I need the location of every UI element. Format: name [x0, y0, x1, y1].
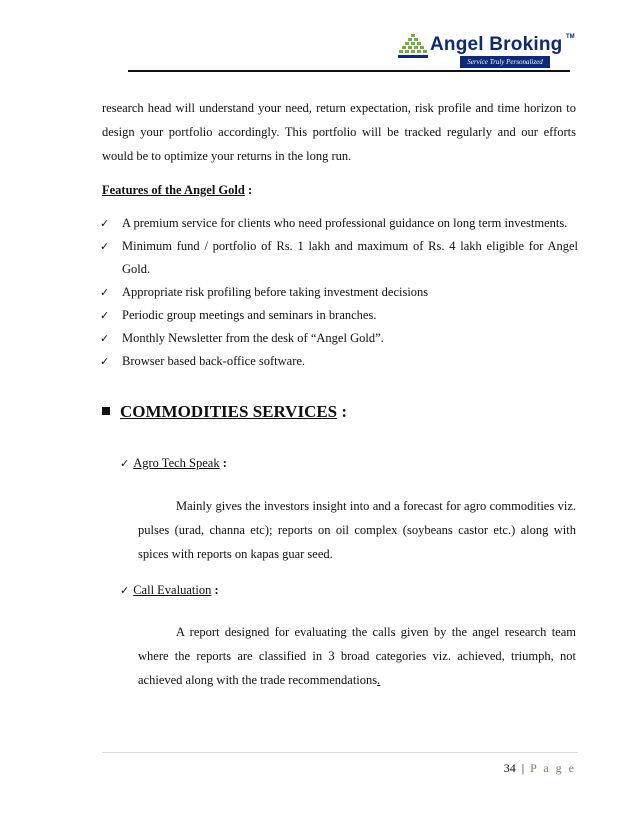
- call-evaluation-title: Call Evaluation: [133, 583, 212, 597]
- check-icon: ✓: [100, 332, 110, 345]
- features-heading-text: Features of the Angel Gold: [102, 183, 245, 197]
- page-label: P a g e: [530, 761, 576, 775]
- footer-separator: |: [521, 761, 525, 775]
- commodities-heading-colon: :: [337, 402, 348, 421]
- list-item: [100, 304, 578, 327]
- logo-pyramid-icon: [398, 32, 428, 60]
- check-icon: ✓: [120, 457, 130, 470]
- intro-paragraph: research head will understand your need, return expectation, risk profile and time horizon to design your portfolio accordingly. This portfolio will be tracked regularly and our efforts would be to optimize your returns in the long run.: [102, 101, 576, 163]
- call-evaluation-colon: :: [211, 583, 219, 597]
- check-icon: ✓: [100, 286, 110, 299]
- call-evaluation-heading: [120, 580, 219, 601]
- logo-tagline: Service Truly Personalized: [460, 56, 550, 68]
- check-icon: ✓: [100, 217, 110, 230]
- list-item-text: Minimum fund / portfolio of Rs. 1 lakh and maximum of Rs. 4 lakh eligible for Angel Gold.: [122, 239, 578, 276]
- agro-tech-speak-body: [138, 494, 576, 566]
- list-item-text: Appropriate risk profiling before taking investment decisions: [122, 285, 429, 299]
- commodities-heading-text: COMMODITIES SERVICES: [120, 402, 338, 421]
- list-item-text: Browser based back-office software.: [122, 354, 306, 368]
- check-icon: ✓: [100, 355, 110, 368]
- logo-name: Angel Broking: [430, 34, 563, 55]
- angel-broking-logo: [398, 26, 578, 74]
- agro-tech-speak-heading: [120, 453, 227, 474]
- header-divider: [128, 70, 570, 72]
- page-footer: [504, 760, 576, 776]
- features-heading-colon: :: [244, 183, 253, 197]
- call-evaluation-end: .: [377, 673, 381, 687]
- check-icon: ✓: [120, 584, 130, 597]
- call-evaluation-body: [138, 620, 576, 692]
- list-item: [100, 350, 578, 373]
- list-item: [100, 235, 578, 281]
- call-evaluation-text: A report designed for evaluating the calls given by the angel research team where the reports are classified in 3 broad categories viz. achieved, triumph, not achieved along with the trade recommendations: [138, 625, 576, 687]
- features-heading: [102, 180, 252, 200]
- agro-tech-speak-colon: :: [219, 456, 227, 470]
- list-item: [100, 281, 578, 304]
- footer-divider: [102, 752, 578, 753]
- commodities-heading: [102, 400, 347, 424]
- page-number: 34: [503, 761, 516, 775]
- agro-tech-speak-title: Agro Tech Speak: [133, 456, 220, 470]
- list-item: [100, 212, 578, 235]
- check-icon: ✓: [100, 309, 110, 322]
- square-bullet-icon: [102, 407, 110, 415]
- list-item-text: Monthly Newsletter from the desk of “Angel Gold”.: [122, 331, 384, 345]
- list-item-text: Periodic group meetings and seminars in branches.: [122, 308, 377, 322]
- features-list: [100, 212, 578, 373]
- check-icon: ✓: [100, 240, 110, 253]
- agro-tech-speak-text: Mainly gives the investors insight into and a forecast for agro commodities viz. pulses (urad, channa etc); reports on oil complex (soybeans castor etc.) along with spices with reports on kapas guar seed.: [138, 499, 576, 561]
- list-item: [100, 327, 578, 350]
- logo-trademark: TM: [566, 34, 575, 40]
- list-item-text: A premium service for clients who need professional guidance on long term investments.: [122, 216, 568, 230]
